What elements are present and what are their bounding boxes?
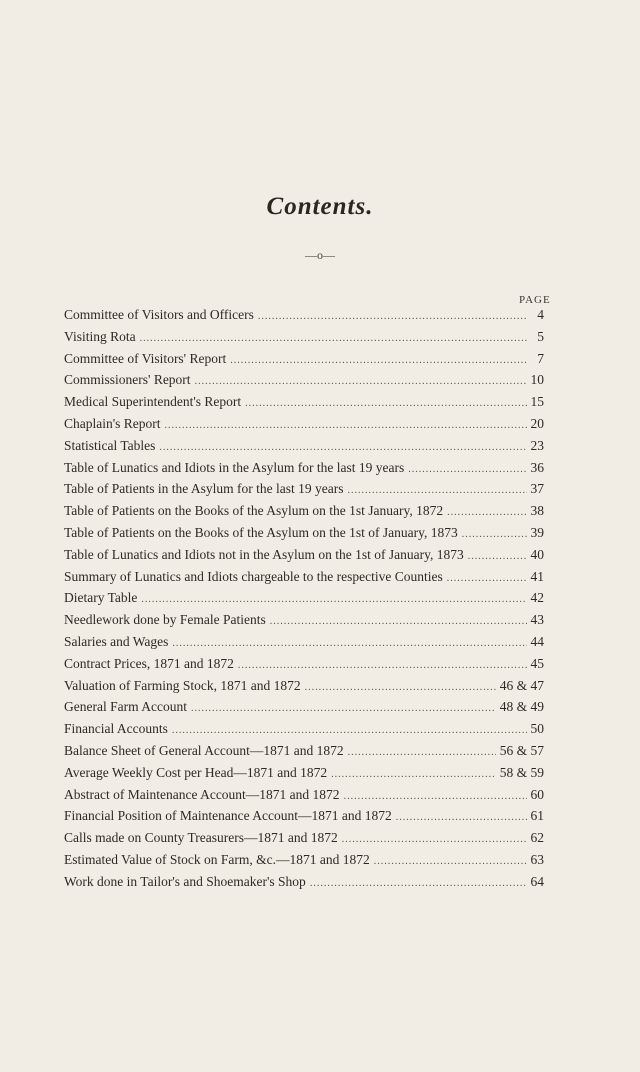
toc-entry xyxy=(64,762,544,784)
toc-entry xyxy=(64,718,544,740)
toc-entry-label: Committee of Visitors' Report xyxy=(64,350,227,366)
toc-entry-page: 56 & 57 xyxy=(499,742,544,758)
toc-entry-page: 23 xyxy=(530,437,544,453)
toc-entry-page: 42 xyxy=(530,590,544,606)
toc-entry-label: Table of Patients on the Books of the Asylum on the 1st January, 1872 xyxy=(64,503,444,519)
toc-entry-page: 40 xyxy=(530,546,544,562)
dot-leader xyxy=(447,568,527,590)
toc-entry-label: Committee of Visitors and Officers xyxy=(64,307,254,322)
toc-entry-label: Medical Superintendent's Report xyxy=(64,394,242,410)
toc-entry-label: Valuation of Farming Stock, 1871 and 1872 xyxy=(64,677,301,693)
toc-entry-page: 41 xyxy=(530,568,544,584)
toc-entry xyxy=(64,805,544,827)
toc-entry-page: 39 xyxy=(530,524,544,540)
toc-entry xyxy=(64,369,544,391)
dot-leader xyxy=(447,502,526,524)
toc-entry xyxy=(64,696,544,718)
dot-leader xyxy=(348,480,527,502)
dot-leader xyxy=(305,677,496,699)
toc-entry-page: 46 & 47 xyxy=(499,677,544,693)
toc-entry-label: Work done in Tailor's and Shoemaker's Shop xyxy=(64,873,306,889)
toc-entry-page: 64 xyxy=(530,873,544,889)
dot-leader xyxy=(462,524,527,546)
dot-leader xyxy=(195,371,527,393)
toc-entry xyxy=(64,435,544,457)
dot-leader xyxy=(159,437,526,459)
toc-entry xyxy=(64,609,544,631)
toc-entry-page: 7 xyxy=(537,350,544,366)
toc-entry xyxy=(64,587,544,609)
dot-leader xyxy=(331,764,496,786)
toc-entry xyxy=(64,675,544,697)
dot-leader xyxy=(141,589,526,611)
toc-entry-page: 60 xyxy=(530,786,544,802)
dot-leader xyxy=(258,306,528,328)
toc-entry-label: Dietary Table xyxy=(64,590,138,606)
toc-entry-label: Estimated Value of Stock on Farm, &c.—1871 and 1872 xyxy=(64,851,370,867)
toc-entry-page: 63 xyxy=(530,851,544,867)
page-column-header: PAGE xyxy=(519,294,551,306)
dot-leader xyxy=(396,807,527,829)
toc-entry-label: Financial Accounts xyxy=(64,721,168,737)
toc-entry-page: 38 xyxy=(530,503,544,519)
toc-entry-page: 10 xyxy=(530,372,544,388)
dot-leader xyxy=(348,742,496,764)
toc-entry xyxy=(64,478,544,500)
toc-entry xyxy=(64,522,544,544)
toc-entry-page: 37 xyxy=(530,481,544,497)
dot-leader xyxy=(245,393,526,415)
toc-entry-page: 36 xyxy=(530,459,544,475)
toc-entry xyxy=(64,631,544,653)
toc-entry-label: Visiting Rota xyxy=(64,328,136,344)
toc-entry xyxy=(64,740,544,762)
dot-leader xyxy=(270,611,527,633)
toc-entry-page: 61 xyxy=(530,808,544,824)
toc-entry-page: 58 & 59 xyxy=(499,764,544,780)
toc-entry-page: 43 xyxy=(530,612,544,628)
toc-entry-page: 48 & 49 xyxy=(499,699,544,715)
toc-entry-label: Chaplain's Report xyxy=(64,415,161,431)
page-title: Contents. xyxy=(266,193,374,220)
toc-entry xyxy=(64,849,544,871)
toc-entry xyxy=(64,500,544,522)
toc-entry xyxy=(64,326,544,348)
toc-entry-page: 20 xyxy=(530,415,544,431)
toc-entry-label: Balance Sheet of General Account—1871 and 1872 xyxy=(64,742,344,758)
toc-entry-page: 45 xyxy=(530,655,544,671)
toc-entry-label: Table of Patients in the Asylum for the last 19 years xyxy=(64,481,344,497)
dot-leader xyxy=(238,655,527,677)
toc-entry-label: Commissioners' Report xyxy=(64,372,191,388)
toc-entry xyxy=(64,391,544,413)
dot-leader xyxy=(374,851,527,873)
toc-entry-label: Table of Patients on the Books of the Asylum on the 1st of January, 1873 xyxy=(64,524,458,540)
toc-entry xyxy=(64,784,544,806)
toc-entry-label: Average Weekly Cost per Head—1871 and 1872 xyxy=(64,764,328,780)
toc-entry xyxy=(64,348,544,370)
dot-leader xyxy=(191,698,496,720)
toc-entry-page: 4 xyxy=(537,307,544,322)
toc-entry-page: 44 xyxy=(530,633,544,649)
dot-leader xyxy=(344,786,527,808)
dot-leader xyxy=(342,829,527,851)
toc-entry-page: 50 xyxy=(530,721,544,737)
title-divider: —o— xyxy=(305,248,335,262)
toc-entry-label: Salaries and Wages xyxy=(64,633,169,649)
toc-entry-label: Statistical Tables xyxy=(64,437,156,453)
toc-entry-label: Summary of Lunatics and Idiots chargeable to the respective Counties xyxy=(64,568,443,584)
toc-entry-label: General Farm Account xyxy=(64,699,187,715)
toc-entry-label: Calls made on County Treasurers—1871 and 1872 xyxy=(64,830,338,846)
toc-entry-page: 5 xyxy=(537,328,544,344)
toc-entry-label: Contract Prices, 1871 and 1872 xyxy=(64,655,234,671)
toc-entry-label: Table of Lunatics and Idiots not in the Asylum on the 1st of January, 1873 xyxy=(64,546,464,562)
dot-leader xyxy=(172,633,526,655)
toc-entry-page: 62 xyxy=(530,830,544,846)
toc-entry-label: Needlework done by Female Patients xyxy=(64,612,266,628)
toc-entry-label: Abstract of Maintenance Account—1871 and 1872 xyxy=(64,786,340,802)
toc-entry-label: Table of Lunatics and Idiots in the Asylum for the last 19 years xyxy=(64,459,405,475)
dot-leader xyxy=(140,328,528,350)
toc-entry xyxy=(64,304,544,326)
dot-leader xyxy=(310,873,527,895)
dot-leader xyxy=(468,546,527,568)
toc-entry xyxy=(64,566,544,588)
toc-entry-page: 15 xyxy=(530,394,544,410)
toc-entry xyxy=(64,653,544,675)
dot-leader xyxy=(172,720,527,742)
toc-entry xyxy=(64,871,544,893)
toc-entry-label: Financial Position of Maintenance Account—1871 and 1872 xyxy=(64,808,392,824)
toc-entry xyxy=(64,827,544,849)
dot-leader xyxy=(408,459,526,481)
table-of-contents xyxy=(64,304,544,893)
toc-entry xyxy=(64,413,544,435)
toc-entry xyxy=(64,544,544,566)
dot-leader xyxy=(230,350,528,372)
dot-leader xyxy=(165,415,527,437)
toc-entry xyxy=(64,457,544,479)
